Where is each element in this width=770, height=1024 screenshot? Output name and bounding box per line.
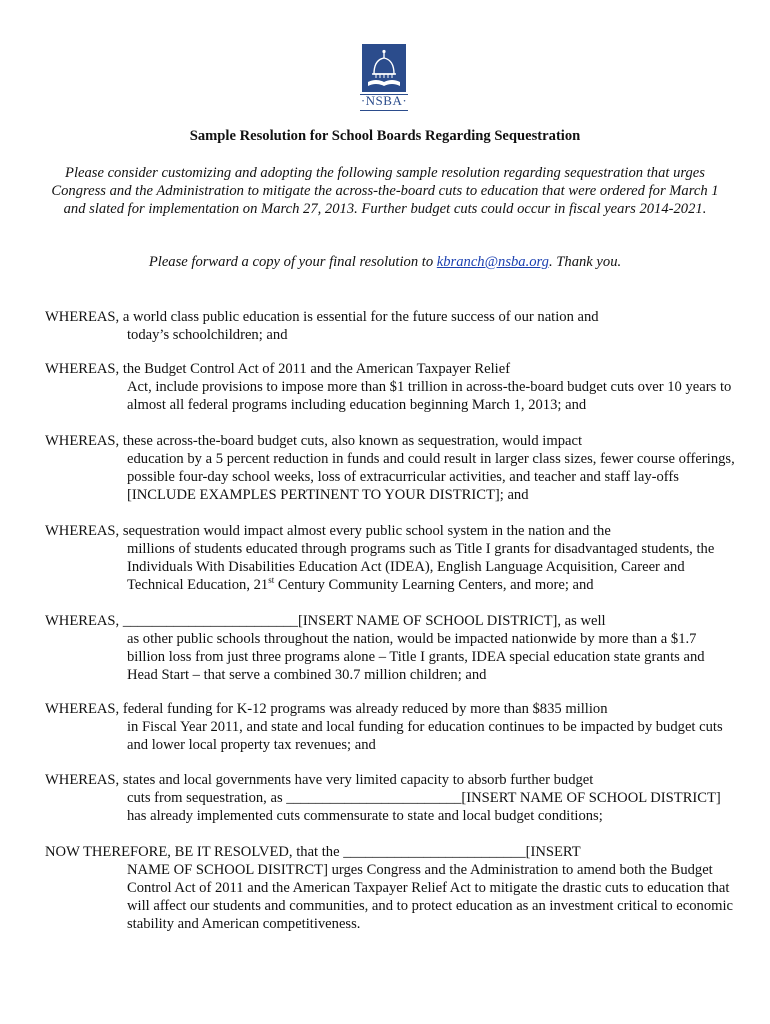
logo-rule-bottom (360, 110, 408, 111)
whereas-clause-3 (45, 432, 735, 504)
whereas-clause-6 (45, 700, 735, 754)
clause-continuation: today’s schoolchildren; and (127, 327, 288, 343)
clause-first-line: WHEREAS, a world class public education is essential for the future success of our nation and (45, 309, 599, 325)
forward-instruction (0, 254, 770, 271)
clause-continuation (45, 540, 735, 594)
clause-continuation: NAME OF SCHOOL DISITRCT] urges Congress and the Administration to amend both the Budget Control Act of 2011 and the American Taxpayer Relief Act to mitigate the drastic cuts to education that will affect our students and communities, and to protect education as an investment critical to economic stability and American competitiveness. (127, 862, 734, 932)
forward-text-after: . Thank you. (548, 254, 622, 270)
clause-first-line: WHEREAS, federal funding for K-12 programs was already reduced by more than $835 million (45, 701, 608, 717)
resolved-clause (45, 843, 735, 933)
email-link[interactable]: kbranch@nsba.org (436, 254, 549, 270)
clause-first-line: NOW THEREFORE, BE IT RESOLVED, that the _________________________[INSERT (45, 844, 581, 860)
capitol-dome-book-icon (362, 44, 406, 92)
clause-continuation: as other public schools throughout the nation, would be impacted nationwide by more than a $1.7 billion loss from just three programs alone – Title I grants, IDEA special education state grants and Head Start – that serve a combined 30.7 million children; and (127, 631, 705, 683)
document-title: Sample Resolution for School Boards Regarding Sequestration (189, 128, 581, 144)
intro-paragraph: Please consider customizing and adopting the following sample resolution regarding sequestration that urges Congress and the Administration to mitigate the across-the-board cuts to education that were ordered for March 1 and slated for implementation on March 27, 2013. Further budget cuts could occur in fiscal years 2014-2021. (51, 165, 719, 217)
whereas-clause-5 (45, 612, 735, 684)
forward-text-before: Please forward a copy of your final resolution to (148, 254, 437, 270)
clause-first-line: WHEREAS, these across-the-board budget cuts, also known as sequestration, would impact (45, 433, 583, 449)
logo-text: ·NSBA· (360, 93, 408, 108)
clause-continuation: education by a 5 percent reduction in funds and could result in larger class sizes, fewer course offerings, possible four-day school weeks, loss of extracurricular activities, and teacher and staff lay-offs [INCLUDE EXAMPLES PERTINENT TO YOUR DISTRICT]; and (127, 451, 735, 503)
clause-continuation: in Fiscal Year 2011, and state and local funding for education continues to be impacted by budget cuts and lower local property tax revenues; and (127, 719, 723, 753)
whereas-clause-4 (45, 522, 735, 594)
whereas-clause-2 (45, 360, 735, 414)
whereas-clause-1 (45, 308, 735, 344)
clause-continuation-b: Century Community Learning Centers, and more; and (274, 577, 594, 593)
clause-first-line: WHEREAS, ________________________[INSERT NAME OF SCHOOL DISTRICT], as well (45, 613, 606, 629)
clause-continuation: cuts from sequestration, as ________________________[INSERT NAME OF SCHOOL DISTRICT] has already implemented cuts commensurate to state and local budget conditions; (127, 790, 721, 824)
clause-first-line: WHEREAS, states and local governments have very limited capacity to absorb further budget (45, 772, 594, 788)
ordinal-suffix: st (268, 575, 275, 586)
clause-continuation-a: millions of students educated through programs such as Title I grants for disadvantaged students, the Individuals With Disabilities Education Act (IDEA), English Language Acquisition, Career and Technical Education, 21 (127, 541, 715, 593)
clause-first-line: WHEREAS, sequestration would impact almost every public school system in the nation and the (45, 523, 611, 539)
clause-continuation: Act, include provisions to impose more than $1 trillion in across-the-board budget cuts over 10 years to almost all federal programs including education beginning March 1, 2013; and (127, 379, 732, 413)
nsba-logo (358, 44, 410, 112)
clause-first-line: WHEREAS, the Budget Control Act of 2011 and the American Taxpayer Relief (45, 361, 511, 377)
whereas-clause-7 (45, 771, 735, 825)
